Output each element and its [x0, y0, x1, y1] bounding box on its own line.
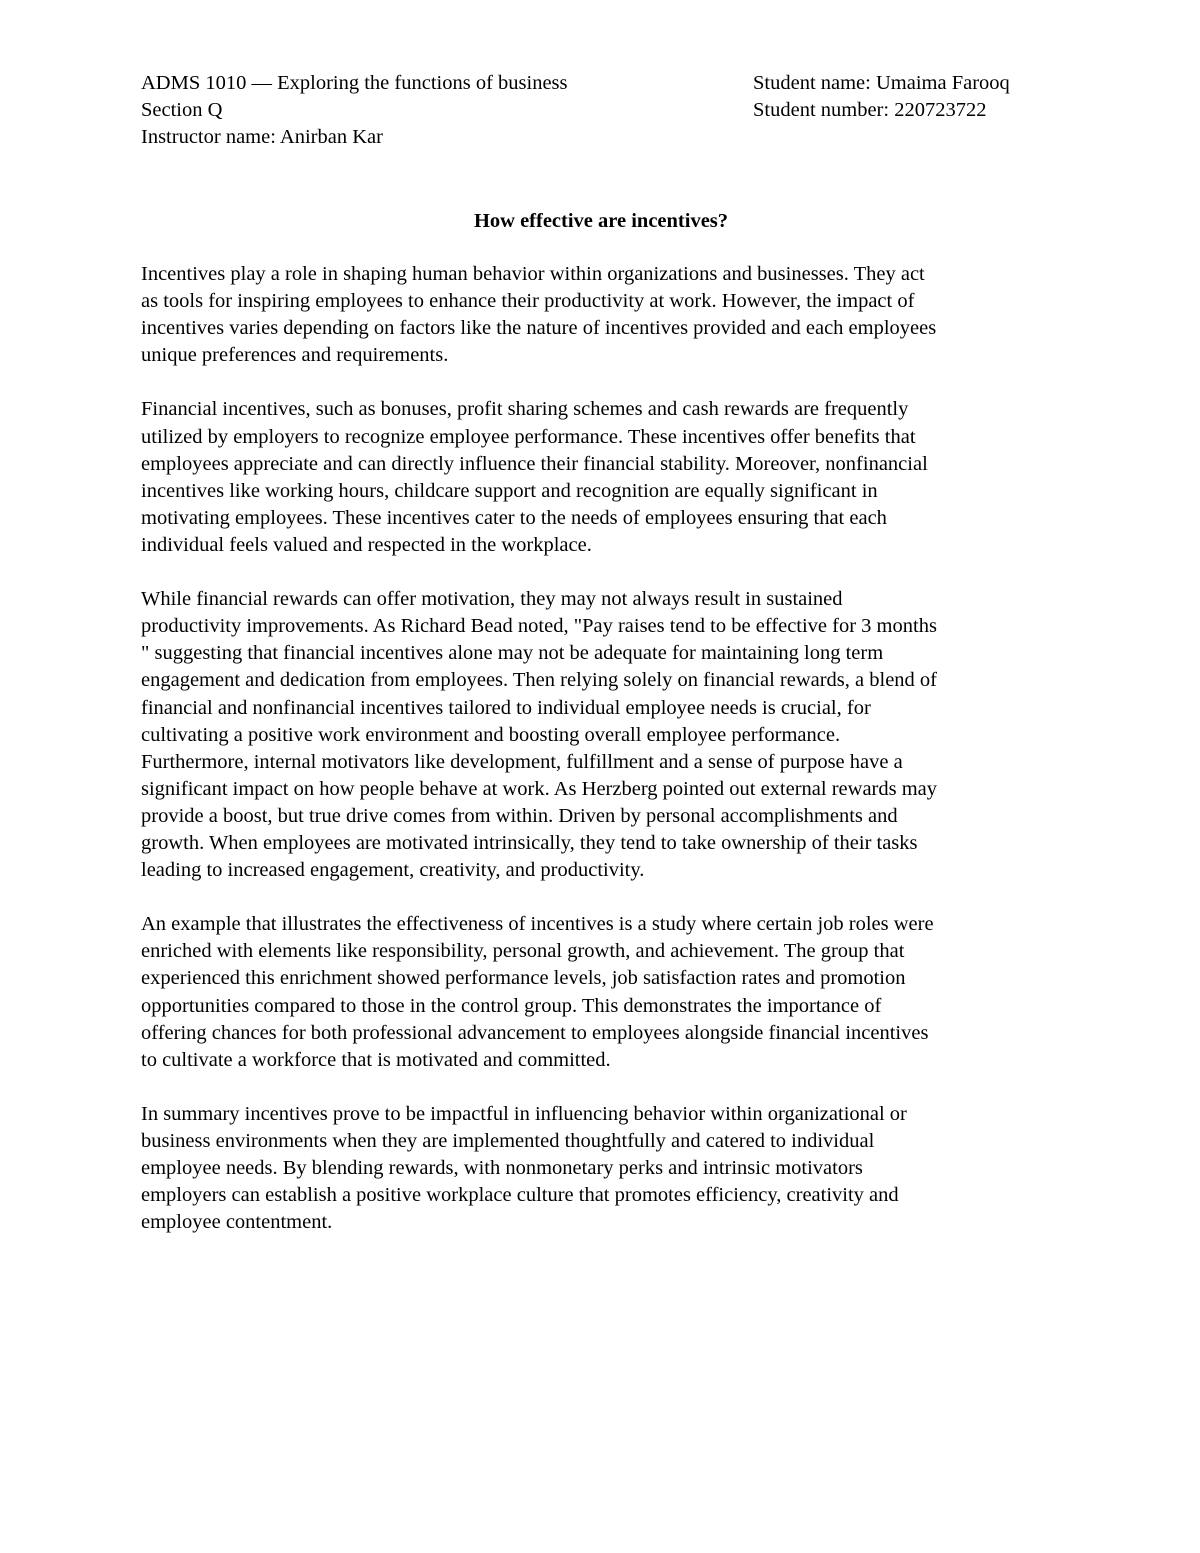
paragraph-line: significant impact on how people behave at work. As Herzberg pointed out external rewards may — [141, 777, 938, 800]
essay-title: How effective are incentives? — [473, 210, 729, 232]
paragraph-line: provide a boost, but true drive comes from within. Driven by personal accomplishments and — [141, 804, 898, 827]
paragraph-2 — [141, 396, 1061, 559]
paragraph-5 — [141, 1101, 1061, 1236]
paragraph-line: In summary incentives prove to be impactful in influencing behavior within organizational or — [141, 1102, 907, 1125]
instructor-line: Instructor name: Anirban Kar — [141, 126, 383, 148]
paragraph-line: employers can establish a positive workplace culture that promotes efficiency, creativity and — [141, 1184, 899, 1207]
paragraph-line: to cultivate a workforce that is motivated and committed. — [141, 1048, 611, 1071]
paragraph-line: unique preferences and requirements. — [141, 344, 449, 367]
paragraph-line: Financial incentives, such as bonuses, profit sharing schemes and cash rewards are frequently — [141, 398, 909, 421]
course-line: ADMS 1010 — Exploring the functions of business — [141, 72, 568, 94]
paragraph-line: enriched with elements like responsibility, personal growth, and achievement. The group that — [141, 940, 905, 963]
student-number-line: Student number: 220723722 — [753, 99, 987, 121]
header-left-block — [141, 70, 741, 151]
section-line: Section Q — [141, 99, 223, 121]
paragraph-1 — [141, 261, 1061, 369]
student-name-line: Student name: Umaima Farooq — [753, 72, 1010, 94]
paragraph-line: incentives like working hours, childcare support and recognition are equally significant in — [141, 479, 878, 502]
paragraph-line: productivity improvements. As Richard Bead noted, "Pay raises tend to be effective for 3 months — [141, 615, 937, 638]
paragraph-line: employees appreciate and can directly influence their financial stability. Moreover, nonfinancial — [141, 452, 928, 475]
paragraph-line: Furthermore, internal motivators like development, fulfillment and a sense of purpose have a — [141, 750, 903, 773]
paragraph-line: financial and nonfinancial incentives tailored to individual employee needs is crucial, for — [141, 696, 871, 719]
paragraph-line: individual feels valued and respected in the workplace. — [141, 533, 592, 556]
paragraph-line: " suggesting that financial incentives alone may not be adequate for maintaining long term — [141, 642, 884, 665]
paragraph-4 — [141, 911, 1061, 1074]
paragraph-line: business environments when they are implemented thoughtfully and catered to individual — [141, 1130, 875, 1152]
essay-body — [141, 261, 1061, 1263]
paragraph-line: engagement and dedication from employees. Then relying solely on financial rewards, a blend of — [141, 669, 938, 692]
header-right-block — [753, 70, 1063, 124]
paragraph-line: Incentives play a role in shaping human behavior within organizations and businesses. They act — [141, 263, 925, 285]
paragraph-line: growth. When employees are motivated intrinsically, they tend to take ownership of their tasks — [141, 831, 918, 854]
paragraph-line: as tools for inspiring employees to enhance their productivity at work. However, the impact of — [141, 290, 915, 313]
paragraph-line: An example that illustrates the effectiveness of incentives is a study where certain job roles were — [141, 913, 934, 936]
paragraph-line: cultivating a positive work environment and boosting overall employee performance. — [141, 723, 841, 746]
paragraph-line: utilized by employers to recognize employee performance. These incentives offer benefits that — [141, 425, 916, 448]
paragraph-line: motivating employees. These incentives cater to the needs of employees ensuring that each — [141, 506, 887, 529]
paragraph-line: employee contentment. — [141, 1211, 333, 1234]
paragraph-line: leading to increased engagement, creativity, and productivity. — [141, 859, 645, 882]
paragraph-line: opportunities compared to those in the control group. This demonstrates the importance of — [141, 994, 882, 1017]
paragraph-line: offering chances for both professional advancement to employees alongside financial incentives — [141, 1021, 929, 1044]
paragraph-3 — [141, 586, 1061, 884]
paragraph-line: experienced this enrichment showed performance levels, job satisfaction rates and promotion — [141, 967, 906, 990]
paragraph-line: While financial rewards can offer motivation, they may not always result in sustained — [141, 588, 843, 611]
paragraph-line: employee needs. By blending rewards, with nonmonetary perks and intrinsic motivators — [141, 1157, 863, 1180]
paragraph-line: incentives varies depending on factors like the nature of incentives provided and each employees — [141, 317, 937, 340]
